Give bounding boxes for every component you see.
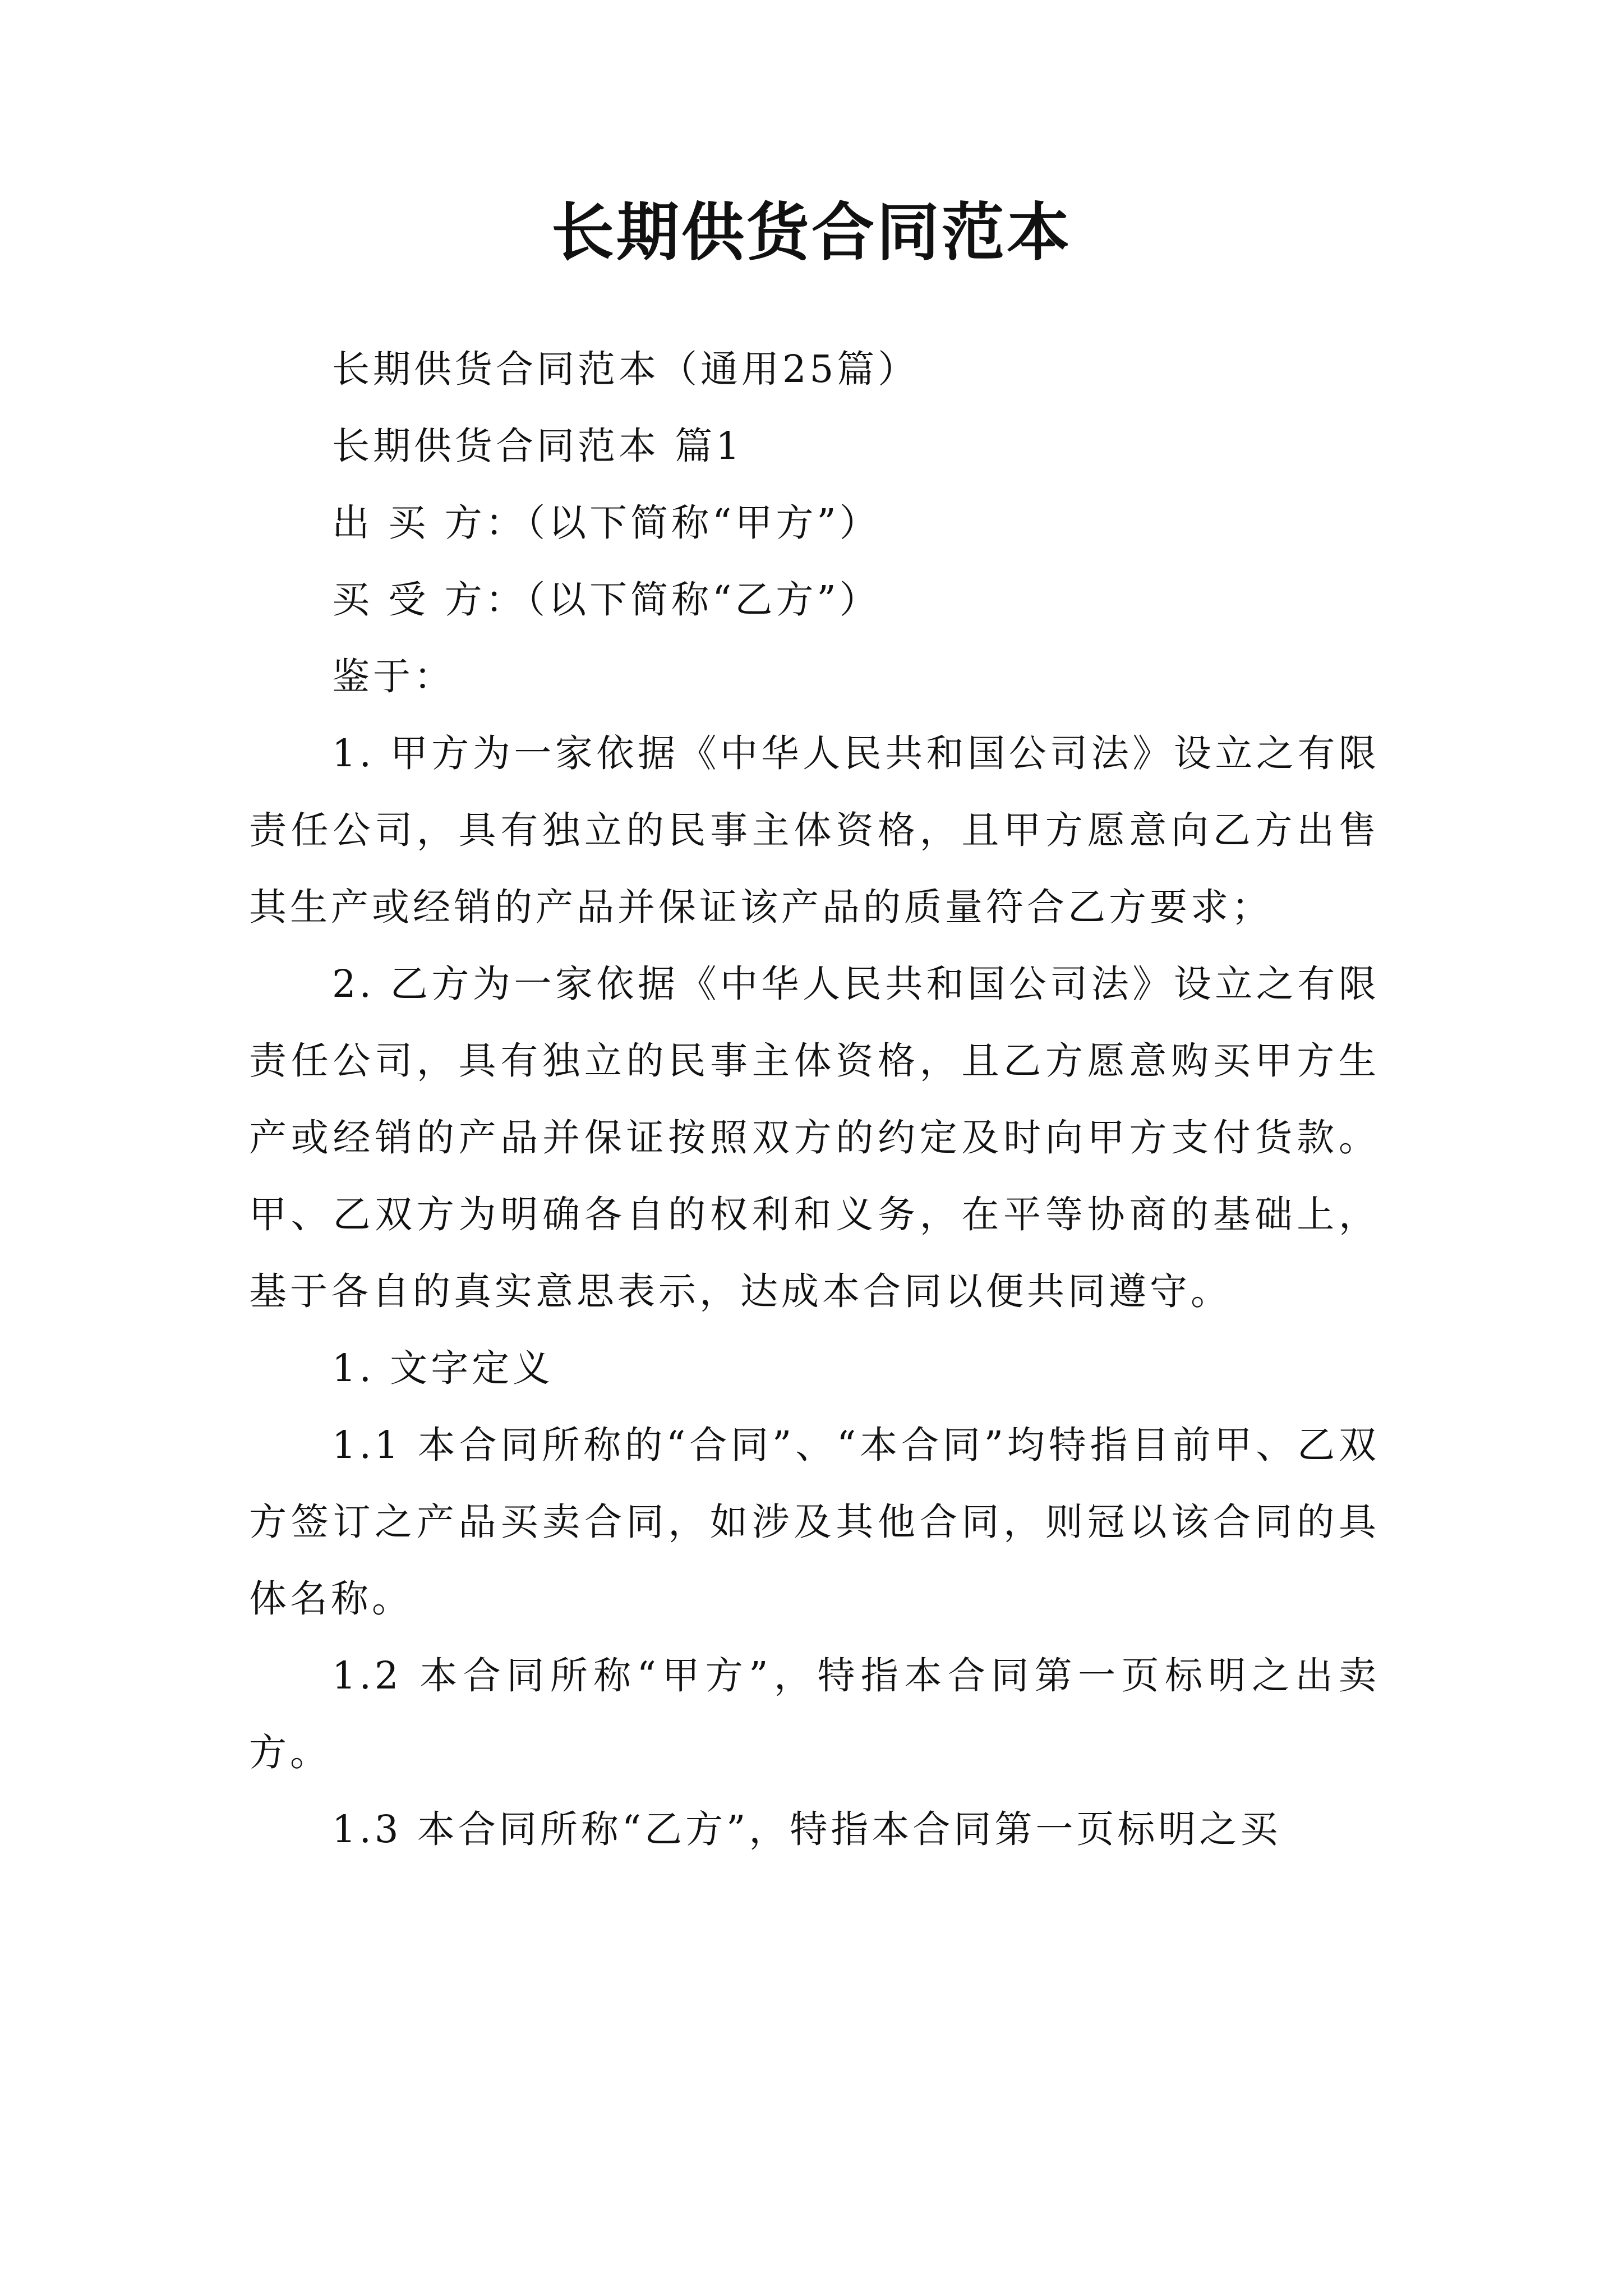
document-body (249, 331, 1380, 1868)
clause-paragraph: 2. 乙方为一家依据《中华人民共和国公司法》设立之有限责任公司，具有独立的民事主体资格，且乙方愿意购买甲方生产或经销的产品并保证按照双方的约定及时向甲方支付货款。 甲、乙双方为明确各自的权利和义务，在平等协商的基础上，基于各自的真实意思表示，达成本合同以便共同遵守。 (249, 962, 1380, 1313)
clause-paragraph: 1.2 本合同所称“甲方”，特指本合同第一页标明之出卖方。 (249, 1654, 1380, 1774)
whereas-heading: 鉴于： (332, 655, 455, 698)
definitions-heading: 1. 文字定义 (332, 1346, 554, 1390)
section-heading: 长期供货合同范本 篇1 (332, 424, 743, 468)
document-title: 长期供货合同范本 (551, 196, 1072, 269)
clause-paragraph: 1.1 本合同所称的“合同”、“本合同”均特指目前甲、乙双方签订之产品买卖合同，如涉及其他合同，则冠以该合同的具体名称。 (249, 1423, 1380, 1621)
seller-line: 出 买 方：（以下简称“甲方”） (332, 501, 880, 545)
clause-paragraph: 1.3 本合同所称“乙方”，特指本合同第一页标明之买 (332, 1807, 1281, 1851)
buyer-line: 买 受 方：（以下简称“乙方”） (332, 578, 880, 622)
clause-paragraph: 1. 甲方为一家依据《中华人民共和国公司法》设立之有限责任公司，具有独立的民事主体资格，且甲方愿意向乙方出售其生产或经销的产品并保证该产品的质量符合乙方要求； (249, 731, 1380, 929)
subtitle-paragraph: 长期供货合同范本（通用25篇） (332, 347, 919, 391)
